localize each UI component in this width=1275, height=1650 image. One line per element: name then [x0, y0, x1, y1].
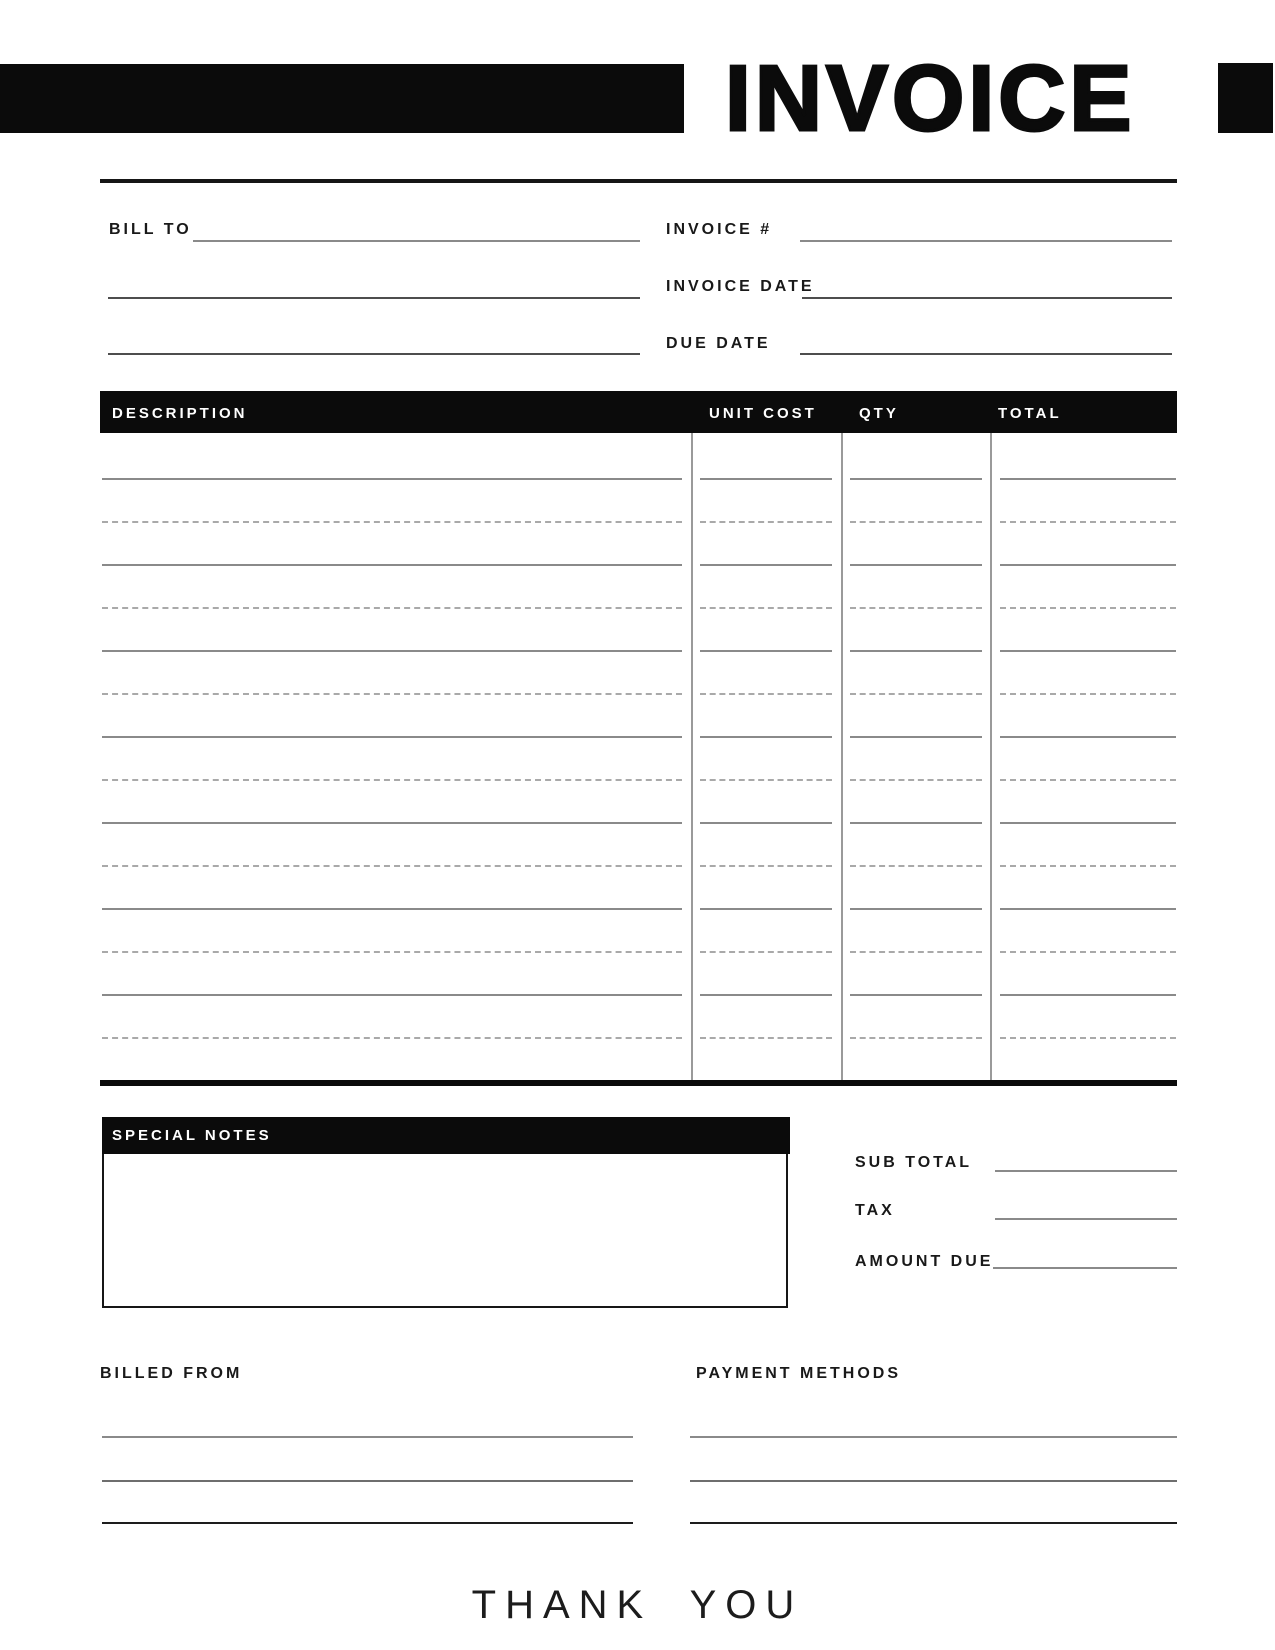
- table-cell-line[interactable]: [102, 736, 682, 738]
- table-cell-line[interactable]: [700, 865, 832, 867]
- special-notes-header-bar: [102, 1117, 790, 1154]
- table-cell-line[interactable]: [1000, 951, 1176, 953]
- table-cell-line[interactable]: [850, 994, 982, 996]
- table-cell-line[interactable]: [102, 908, 682, 910]
- table-cell-line[interactable]: [850, 693, 982, 695]
- table-header-description: DESCRIPTION: [112, 405, 248, 422]
- table-cell-line[interactable]: [102, 564, 682, 566]
- billed-from-line-3[interactable]: [102, 1522, 633, 1524]
- column-divider-qty: [841, 433, 843, 1080]
- table-cell-line[interactable]: [850, 1037, 982, 1039]
- invoice-date-line[interactable]: [802, 297, 1172, 299]
- table-cell-line[interactable]: [1000, 865, 1176, 867]
- table-cell-line[interactable]: [700, 478, 832, 480]
- special-notes-label: SPECIAL NOTES: [112, 1127, 272, 1144]
- table-cell-line[interactable]: [1000, 736, 1176, 738]
- payment-methods-line-1[interactable]: [690, 1436, 1177, 1438]
- billed-from-line-1[interactable]: [102, 1436, 633, 1438]
- bill-to-label: BILL TO: [109, 221, 192, 238]
- header-right-square: [1218, 63, 1273, 133]
- sub-total-label: SUB TOTAL: [855, 1154, 973, 1171]
- table-cell-line[interactable]: [102, 822, 682, 824]
- table-cell-line[interactable]: [1000, 607, 1176, 609]
- table-cell-line[interactable]: [700, 822, 832, 824]
- sub-total-line[interactable]: [995, 1170, 1177, 1172]
- table-cell-line[interactable]: [1000, 822, 1176, 824]
- table-cell-line[interactable]: [700, 779, 832, 781]
- table-cell-line[interactable]: [102, 693, 682, 695]
- table-cell-line[interactable]: [850, 908, 982, 910]
- table-cell-line[interactable]: [850, 650, 982, 652]
- table-cell-line[interactable]: [1000, 908, 1176, 910]
- table-cell-line[interactable]: [1000, 564, 1176, 566]
- table-cell-line[interactable]: [850, 521, 982, 523]
- tax-label: TAX: [855, 1202, 895, 1219]
- page-title: INVOICE: [725, 45, 1136, 150]
- due-date-label: DUE DATE: [666, 335, 771, 352]
- tax-line[interactable]: [995, 1218, 1177, 1220]
- table-cell-line[interactable]: [1000, 478, 1176, 480]
- table-cell-line[interactable]: [1000, 1037, 1176, 1039]
- column-divider-total: [990, 433, 992, 1080]
- table-cell-line[interactable]: [102, 994, 682, 996]
- table-cell-line[interactable]: [700, 650, 832, 652]
- table-cell-line[interactable]: [700, 1037, 832, 1039]
- table-cell-line[interactable]: [850, 478, 982, 480]
- table-cell-line[interactable]: [102, 865, 682, 867]
- bill-to-line-2[interactable]: [108, 297, 640, 299]
- thank-you-text: THANK YOU: [471, 1583, 804, 1627]
- table-cell-line[interactable]: [102, 607, 682, 609]
- invoice-number-label: INVOICE #: [666, 221, 773, 238]
- table-cell-line[interactable]: [850, 779, 982, 781]
- header-left-bar: [0, 64, 684, 133]
- table-cell-line[interactable]: [850, 822, 982, 824]
- billed-from-label: BILLED FROM: [100, 1365, 243, 1382]
- table-cell-line[interactable]: [700, 521, 832, 523]
- table-header-qty: QTY: [859, 405, 899, 422]
- table-cell-line[interactable]: [1000, 650, 1176, 652]
- invoice-number-line[interactable]: [800, 240, 1172, 242]
- table-cell-line[interactable]: [1000, 994, 1176, 996]
- due-date-line[interactable]: [800, 353, 1172, 355]
- bill-to-line-1[interactable]: [193, 240, 640, 242]
- amount-due-line[interactable]: [993, 1267, 1177, 1269]
- table-cell-line[interactable]: [700, 951, 832, 953]
- table-cell-line[interactable]: [850, 865, 982, 867]
- billed-from-line-2[interactable]: [102, 1480, 633, 1482]
- table-cell-line[interactable]: [102, 650, 682, 652]
- table-cell-line[interactable]: [102, 478, 682, 480]
- amount-due-label: AMOUNT DUE: [855, 1253, 994, 1270]
- table-cell-line[interactable]: [1000, 693, 1176, 695]
- table-cell-line[interactable]: [700, 693, 832, 695]
- payment-methods-line-2[interactable]: [690, 1480, 1177, 1482]
- payment-methods-label: PAYMENT METHODS: [696, 1365, 902, 1382]
- table-cell-line[interactable]: [850, 951, 982, 953]
- column-divider-unit-cost: [691, 433, 693, 1080]
- table-cell-line[interactable]: [102, 521, 682, 523]
- invoice-date-label: INVOICE DATE: [666, 278, 815, 295]
- table-cell-line[interactable]: [700, 564, 832, 566]
- table-cell-line[interactable]: [700, 994, 832, 996]
- table-cell-line[interactable]: [700, 736, 832, 738]
- payment-methods-line-3[interactable]: [690, 1522, 1177, 1524]
- table-cell-line[interactable]: [1000, 779, 1176, 781]
- table-cell-line[interactable]: [102, 1037, 682, 1039]
- table-bottom-rule: [100, 1080, 1177, 1086]
- table-header-unit-cost: UNIT COST: [709, 405, 817, 422]
- table-cell-line[interactable]: [700, 607, 832, 609]
- table-cell-line[interactable]: [102, 951, 682, 953]
- table-cell-line[interactable]: [1000, 521, 1176, 523]
- table-cell-line[interactable]: [850, 564, 982, 566]
- table-cell-line[interactable]: [102, 779, 682, 781]
- table-cell-line[interactable]: [850, 736, 982, 738]
- header-divider: [100, 179, 1177, 183]
- table-header-total: TOTAL: [998, 405, 1062, 422]
- table-cell-line[interactable]: [700, 908, 832, 910]
- bill-to-line-3[interactable]: [108, 353, 640, 355]
- table-cell-line[interactable]: [850, 607, 982, 609]
